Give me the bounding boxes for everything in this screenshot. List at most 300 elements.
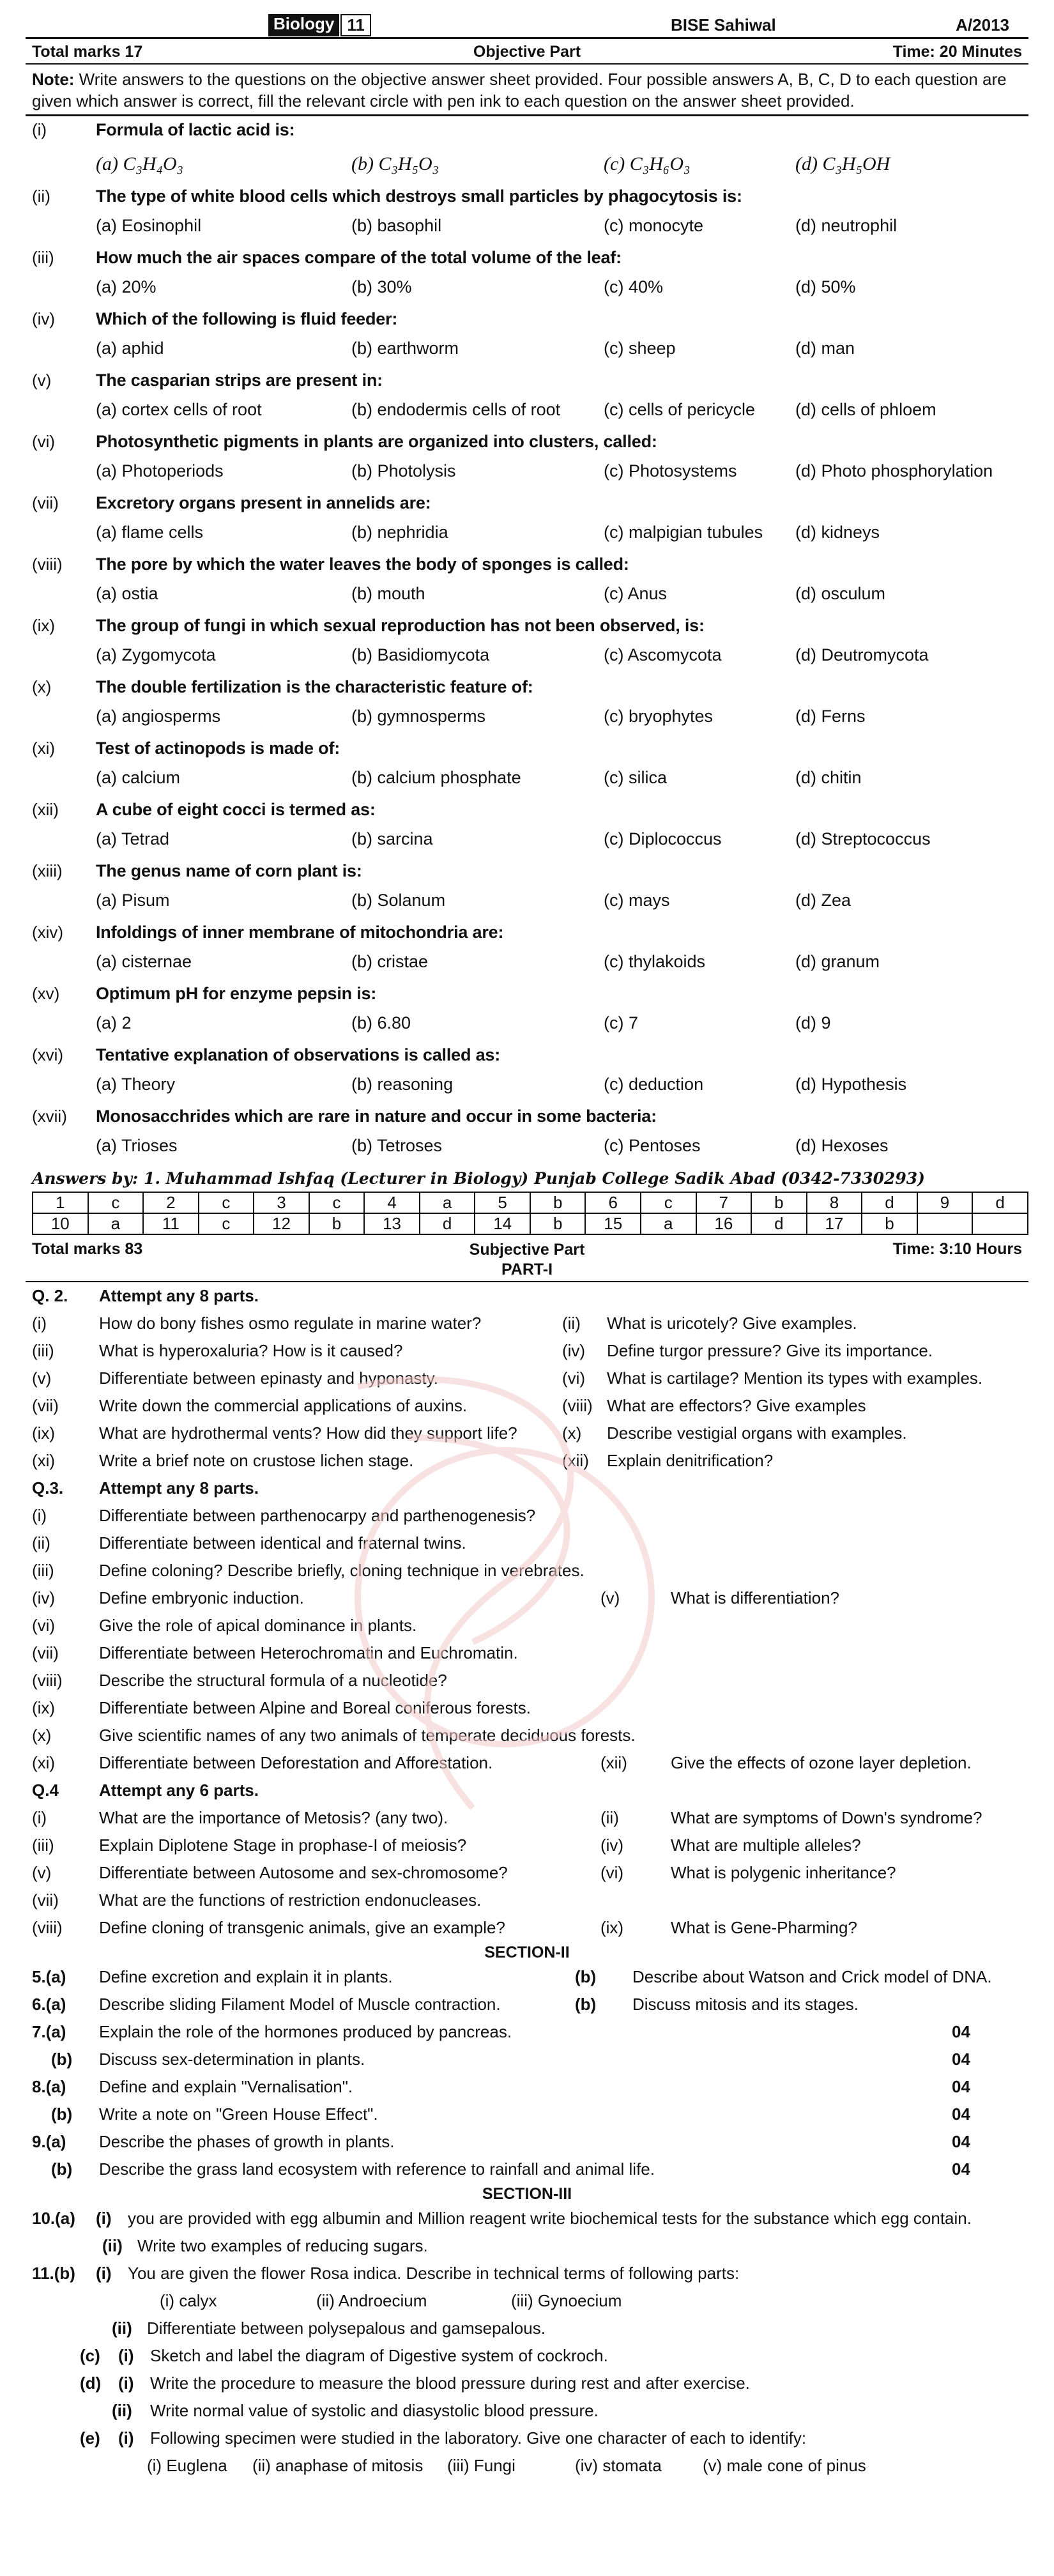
mcq-question: Formula of lactic acid is: [96,120,295,139]
answer-key-cell: 7 [696,1192,752,1213]
option-a: (a) angiosperms [96,707,221,726]
sub-number: (x) [562,1423,582,1443]
answer-key-cell: 17 [807,1213,862,1234]
sub-number: (x) [32,1726,52,1745]
sub-number: (vi) [600,1863,624,1882]
q-number: Q.4 [32,1781,59,1800]
option-a: (a) Tetrad [96,829,170,848]
q-number: 11.(b) [32,2264,75,2283]
sub-number: (xi) [32,1451,56,1470]
option-a: (a) Eosinophil [96,216,202,235]
sub-number: (ix) [32,1423,56,1443]
mcq-number: (vii) [32,493,59,512]
q3-row [26,1722,1028,1749]
answer-key-cell: 16 [696,1213,752,1234]
objective-title: Objective Part [473,43,581,61]
q3-row [26,1639,1028,1667]
q-text: Define excretion and explain it in plants. [99,1967,393,1986]
q-text: Describe the phases of growth in plants. [99,2132,395,2151]
option-a: (a) Zygomycota [96,645,216,664]
q-number: (d) [80,2373,102,2393]
mcq-question: Monosacchrides which are rare in nature and occur in some bacteria: [96,1107,657,1126]
q-number: (b) [51,2050,73,2069]
q-text: Differentiate between Alpine and Boreal coniferous forests. [99,1698,531,1717]
q-text: Give the role of apical dominance in plants. [99,1616,417,1635]
marks: 04 [952,2104,970,2124]
option-c: (c) deduction [604,1075,704,1094]
q11b-ii [26,2315,1028,2342]
section-2-rows [26,1963,1028,2183]
q-text: Explain denitrification? [607,1451,774,1470]
subject-label: Biology [268,14,339,36]
mcq-number: (iii) [32,248,54,267]
option-a: (a) aphid [96,339,164,358]
option-d: (d) Deutromycota [795,645,929,664]
q4-row [26,1887,1028,1914]
mcq-item [26,428,1028,489]
sub-number: (iv) [600,1836,624,1855]
q2-row [26,1392,1028,1420]
option-a: (a) calcium [96,768,181,787]
q-number: 10.(a) [32,2209,75,2228]
q3-row [26,1557,1028,1584]
q-number: 8.(a) [32,2077,66,2096]
q-text: Differentiate between identical and fraternal twins. [99,1533,466,1552]
section-2-row [26,2073,1028,2101]
mcq-question: Infoldings of inner membrane of mitochondria are: [96,923,504,942]
sub-number: (ii) [102,2236,123,2255]
mcq-list [26,116,1028,1164]
part-item: (ii) anaphase of mitosis [252,2456,424,2475]
option-d: (d) Ferns [795,707,866,726]
q-text: What are the functions of restriction endonucleases. [99,1890,482,1910]
mcq-question: Excretory organs present in annelids are: [96,493,431,512]
q-text: Describe about Watson and Crick model of DNA. [632,1967,992,1986]
q-text: Define and explain "Vernalisation". [99,2077,353,2096]
q4-heading [26,1777,1028,1804]
option-d: (d) chitin [795,768,862,787]
q-text: Sketch and label the diagram of Digestive system of cockroch. [150,2346,608,2365]
q-number: (c) [80,2346,100,2365]
marks: 04 [952,2159,970,2179]
section-2-row [26,1963,1028,1991]
subject-tag [268,14,371,36]
option-b: (b) Photolysis [351,461,456,480]
mcq-number: (xiii) [32,861,63,880]
answer-key-cell: d [862,1192,917,1213]
mcq-item [26,673,1028,735]
answer-key-cell: c [199,1213,254,1234]
q3-heading [26,1475,1028,1502]
sub-number: (ii) [112,2319,132,2338]
mcq-item [26,980,1028,1041]
sub-number: (ix) [32,1698,56,1717]
option-a: (a) C₃H₄O₃ [96,153,184,174]
option-c: (c) bryophytes [604,707,714,726]
mcq-item [26,244,1028,305]
q-text: Differentiate between parthenocarpy and parthenogenesis? [99,1506,536,1525]
q4-rows [26,1804,1028,1942]
mcq-item [26,305,1028,367]
subjective-title: Subjective Part [469,1241,585,1259]
answer-key-cell: c [641,1192,696,1213]
option-a: (a) cisternae [96,952,192,971]
subjective-time: Time: 3:10 Hours [892,1240,1022,1258]
sub-number: (xii) [562,1451,589,1470]
q-text: Write two examples of reducing sugars. [137,2236,428,2255]
answers-by: Answers by: 1. Muhammad Ishfaq (Lecturer in Biology) Punjab College Sadik Abad (0342-7330293) [32,1169,925,1188]
part-item: (ii) Androecium [316,2291,427,2310]
sub-number: (i) [118,2373,134,2393]
part-item: (iii) Gynoecium [511,2291,622,2310]
mcq-item [26,796,1028,857]
q-number: Q. 2. [32,1286,68,1305]
note-label: Note: [32,70,75,89]
sub-number: (iv) [562,1341,586,1360]
option-b: (b) 6.80 [351,1013,411,1032]
objective-total-marks: Total marks 17 [32,43,143,61]
q-instruction: Attempt any 8 parts. [99,1286,259,1305]
option-d: (d) granum [795,952,880,971]
qe-parts [26,2452,1028,2480]
option-d: (d) cells of phloem [795,400,936,419]
mcq-item [26,116,1028,183]
q2-row [26,1365,1028,1392]
mcq-item [26,735,1028,796]
sub-number: (i) [32,1314,47,1333]
mcq-item [26,489,1028,551]
sub-number: (i) [96,2264,112,2283]
q-text: Differentiate between Heterochromatin and Euchromatin. [99,1643,518,1662]
option-a: (a) Pisum [96,891,170,910]
option-b: (b) reasoning [351,1075,454,1094]
marks: 04 [952,2077,970,2096]
option-b: (b) calcium phosphate [351,768,521,787]
mcq-item [26,857,1028,919]
option-c: (c) malpigian tubules [604,523,763,542]
mcq-question: The casparian strips are present in: [96,371,383,390]
sub-number: (iii) [32,1341,54,1360]
mcq-number: (xvii) [32,1107,67,1126]
q-text: What is hyperoxaluria? How is it caused? [99,1341,403,1360]
option-b: (b) cristae [351,952,429,971]
option-d: (d) neutrophil [795,216,897,235]
answer-key-cell: 12 [254,1213,309,1234]
option-c: (c) Ascomycota [604,645,722,664]
q-instruction: Attempt any 6 parts. [99,1781,259,1800]
qc-i [26,2342,1028,2370]
sub-number: (xii) [600,1753,627,1772]
part-item: (i) calyx [160,2291,217,2310]
option-b: (b) 30% [351,277,412,296]
q-instruction: Attempt any 8 parts. [99,1478,259,1498]
q11b-parts [26,2287,1028,2315]
section-2-row [26,2128,1028,2156]
answer-key-cell [917,1213,973,1234]
answer-key-cell: 15 [585,1213,641,1234]
q2-heading [26,1282,1028,1310]
mcq-number: (xiv) [32,923,64,942]
q-text: What are the importance of Metosis? (any two). [99,1808,448,1827]
q4-row [26,1859,1028,1887]
mcq-number: (ix) [32,616,56,635]
answer-key-cell: 6 [585,1192,641,1213]
answer-key-cell: 5 [475,1192,530,1213]
option-c: (c) Photosystems [604,461,737,480]
q-text: Differentiate between Autosome and sex-chromosome? [99,1863,508,1882]
sub-number: (i) [96,2209,112,2228]
sub-number: (vii) [32,1890,59,1910]
option-d: (d) kidneys [795,523,880,542]
sub-number: (ii) [562,1314,581,1333]
sub-number: (v) [600,1588,620,1607]
sub-number: (ix) [600,1918,624,1937]
answer-key-cell: b [530,1192,586,1213]
answer-key-cell: b [530,1213,586,1234]
q-number: 6.(a) [32,1995,66,2014]
option-b: (b) Solanum [351,891,446,910]
q-text: Describe the grass land ecosystem with reference to rainfall and animal life. [99,2159,655,2179]
mcq-question: A cube of eight cocci is termed as: [96,800,376,819]
option-c: (c) mays [604,891,670,910]
option-d: (d) Photo phosphorylation [795,461,993,480]
option-d: (d) man [795,339,855,358]
q-text: you are provided with egg albumin and Million reagent write biochemical tests for the substance which egg contain. [128,2209,972,2228]
q2-rows [26,1310,1028,1475]
q-text: Write a brief note on crustose lichen stage. [99,1451,414,1470]
q2-row [26,1310,1028,1337]
option-c: (c) cells of pericycle [604,400,756,419]
exam-paper [26,12,1028,2480]
q-text: Define cloning of transgenic animals, give an example? [99,1918,505,1937]
option-d: (d) Streptococcus [795,829,931,848]
q-text: Differentiate between Deforestation and Afforestation. [99,1753,493,1772]
answer-key-cell: b [751,1192,807,1213]
answer-key-cell: 8 [807,1192,862,1213]
q-text: Write the procedure to measure the blood pressure during rest and after exercise. [150,2373,750,2393]
subjective-header [26,1235,1028,1281]
option-d: (d) 50% [795,277,856,296]
option-a: (a) 2 [96,1013,132,1032]
option-a: (a) Trioses [96,1136,178,1155]
sub-number: (vi) [32,1616,56,1635]
sub-number: (i) [118,2428,134,2448]
answer-key-cell: 1 [33,1192,88,1213]
option-b: (b) gymnosperms [351,707,486,726]
q-number: (b) [51,2159,73,2179]
sub-number: (i) [118,2346,134,2365]
q3-row [26,1749,1028,1777]
sub-number: (viii) [562,1396,593,1415]
subjective-title-block [26,1240,1028,1280]
option-c: (c) Anus [604,584,668,603]
answer-key-cell: b [862,1213,917,1234]
answer-key-cell: a [641,1213,696,1234]
q3-rows [26,1502,1028,1777]
option-a: (a) Photoperiods [96,461,224,480]
answer-key-cell: 13 [364,1213,420,1234]
q11b-i [26,2260,1028,2287]
q-number: Q.3. [32,1478,64,1498]
sub-number: (viii) [32,1918,63,1937]
mcq-number: (v) [32,371,52,390]
paper-header [26,12,1028,37]
mcq-number: (xv) [32,984,60,1003]
option-d: (d) C₃H₅OH [795,153,890,174]
marks: 04 [952,2132,970,2151]
exam-year: A/2013 [956,15,1009,34]
mcq-item [26,1041,1028,1103]
section-2-row [26,1991,1028,2018]
sub-number: (vii) [32,1396,59,1415]
q-text: Give the effects of ozone layer depletion. [671,1753,972,1772]
answer-key-cell: 2 [143,1192,199,1213]
mcq-question: Tentative explanation of observations is called as: [96,1045,500,1064]
q-number: 7.(a) [32,2022,66,2041]
option-b: (b) nephridia [351,523,448,542]
mcq-item [26,183,1028,244]
mcq-item [26,1103,1028,1164]
instructions-note [26,65,1028,114]
q10a-ii [26,2232,1028,2260]
option-c: (c) 7 [604,1013,638,1032]
answer-key-row [33,1192,1028,1213]
q-text: Discuss mitosis and its stages. [632,1995,859,2014]
q-text: Differentiate between polysepalous and gamsepalous. [147,2319,546,2338]
option-b: (b) C₃H₅O₃ [351,153,439,174]
q3-row [26,1502,1028,1529]
answer-key-cell: d [972,1192,1028,1213]
q-text: Write normal value of systolic and diasystolic blood pressure. [150,2401,599,2420]
part-item: (i) Euglena [147,2456,227,2475]
q4-row [26,1832,1028,1859]
objective-header [26,39,1028,63]
option-c: (c) 40% [604,277,664,296]
q-number: (e) [80,2428,100,2448]
option-b: (b) Tetroses [351,1136,443,1155]
q3-row [26,1529,1028,1557]
answer-key-cell: 14 [475,1213,530,1234]
sub-number: (ii) [112,2401,132,2420]
q-text: What is polygenic inheritance? [671,1863,896,1882]
mcq-number: (vi) [32,432,56,451]
answer-key-cell: c [309,1192,365,1213]
option-c: (c) Pentoses [604,1136,701,1155]
sub-number: (viii) [32,1671,63,1690]
q4-row [26,1914,1028,1942]
mcq-question: The genus name of corn plant is: [96,861,362,880]
part-item: (iii) Fungi [447,2456,516,2475]
option-d: (d) osculum [795,584,886,603]
answer-key-cell: 4 [364,1192,420,1213]
option-c: (c) monocyte [604,216,704,235]
q-text: What are hydrothermal vents? How did they support life? [99,1423,517,1443]
q-text: What are symptoms of Down's syndrome? [671,1808,982,1827]
q2-row [26,1447,1028,1475]
answer-key-cell: d [751,1213,807,1234]
option-d: (d) Zea [795,891,852,910]
q-text: What is Gene-Pharming? [671,1918,857,1937]
q-text: Define embryonic induction. [99,1588,304,1607]
option-c: (c) Diplococcus [604,829,722,848]
part-item: (v) male cone of pinus [703,2456,866,2475]
q2-row [26,1337,1028,1365]
q-text: Define coloning? Describe briefly, cloning technique in verebrates. [99,1561,584,1580]
option-a: (a) Theory [96,1075,176,1094]
answer-key-cell: a [88,1213,144,1234]
sub-number: (i) [32,1808,47,1827]
q3-row [26,1612,1028,1639]
q4-row [26,1804,1028,1832]
sub-number: (xi) [32,1753,56,1772]
option-c: (c) C₃H₆O₃ [604,153,691,174]
answer-key-cell: b [309,1213,365,1234]
section-2-row [26,2018,1028,2046]
mcq-question: Test of actinopods is made of: [96,739,340,758]
sub-number: (ii) [32,1533,50,1552]
q3-row [26,1667,1028,1694]
mcq-question: Photosynthetic pigments in plants are organized into clusters, called: [96,432,657,451]
sub-number: (iii) [32,1836,54,1855]
q-text: What is uricotely? Give examples. [607,1314,857,1333]
mcq-question: The type of white blood cells which destroys small particles by phagocytosis is: [96,187,742,206]
q-number: 5.(a) [32,1967,66,1986]
q-text: Explain Diplotene Stage in prophase-I of meiosis? [99,1836,467,1855]
q-text: Write a note on "Green House Effect". [99,2104,378,2124]
mcq-question: The group of fungi in which sexual reproduction has not been observed, is: [96,616,705,635]
part-title: PART-I [501,1261,553,1278]
sub-number: (iv) [32,1588,56,1607]
answer-key-cell: 10 [33,1213,88,1234]
sub-number: (ii) [600,1808,619,1827]
q-text: What are multiple alleles? [671,1836,861,1855]
mcq-item [26,612,1028,673]
option-c: (c) silica [604,768,667,787]
q10a-i [26,2205,1028,2232]
option-a: (a) 20% [96,277,157,296]
q-text: What are effectors? Give examples [607,1396,866,1415]
q-text: Define turgor pressure? Give its importance. [607,1341,933,1360]
q-number: 9.(a) [32,2132,66,2151]
mcq-question: The double fertilization is the characteristic feature of: [96,677,533,696]
q-text: Explain the role of the hormones produced by pancreas. [99,2022,512,2041]
mcq-number: (ii) [32,187,50,206]
sub-number: (b) [575,1995,597,2014]
qe-i [26,2425,1028,2452]
option-a: (a) flame cells [96,523,204,542]
option-b: (b) basophil [351,216,442,235]
answer-key-row [33,1213,1028,1234]
answer-key-cell: c [199,1192,254,1213]
note-text: Write answers to the questions on the objective answer sheet provided. Four possible answers A, B, C, D to each question are given which answer is correct, fill the relevant circle with pen ink to each question on the answer sheet provided. [32,70,1007,111]
answer-key-cell: 11 [143,1213,199,1234]
mcq-number: (xvi) [32,1045,64,1064]
mcq-number: (xi) [32,739,56,758]
mcq-question: Optimum pH for enzyme pepsin is: [96,984,377,1003]
section-2-title: SECTION-II [484,1943,570,1961]
mcq-number: (viii) [32,555,63,574]
marks: 04 [952,2050,970,2069]
answer-key-table [32,1192,1028,1235]
option-a: (a) cortex cells of root [96,400,262,419]
part-item: (iv) stomata [575,2456,662,2475]
sub-number: (v) [32,1863,52,1882]
option-c: (c) thylakoids [604,952,706,971]
q-text: Differentiate between epinasty and hyponasty. [99,1368,438,1388]
mcq-number: (iv) [32,309,56,328]
option-b: (b) mouth [351,584,425,603]
answer-key-cell: d [420,1213,475,1234]
